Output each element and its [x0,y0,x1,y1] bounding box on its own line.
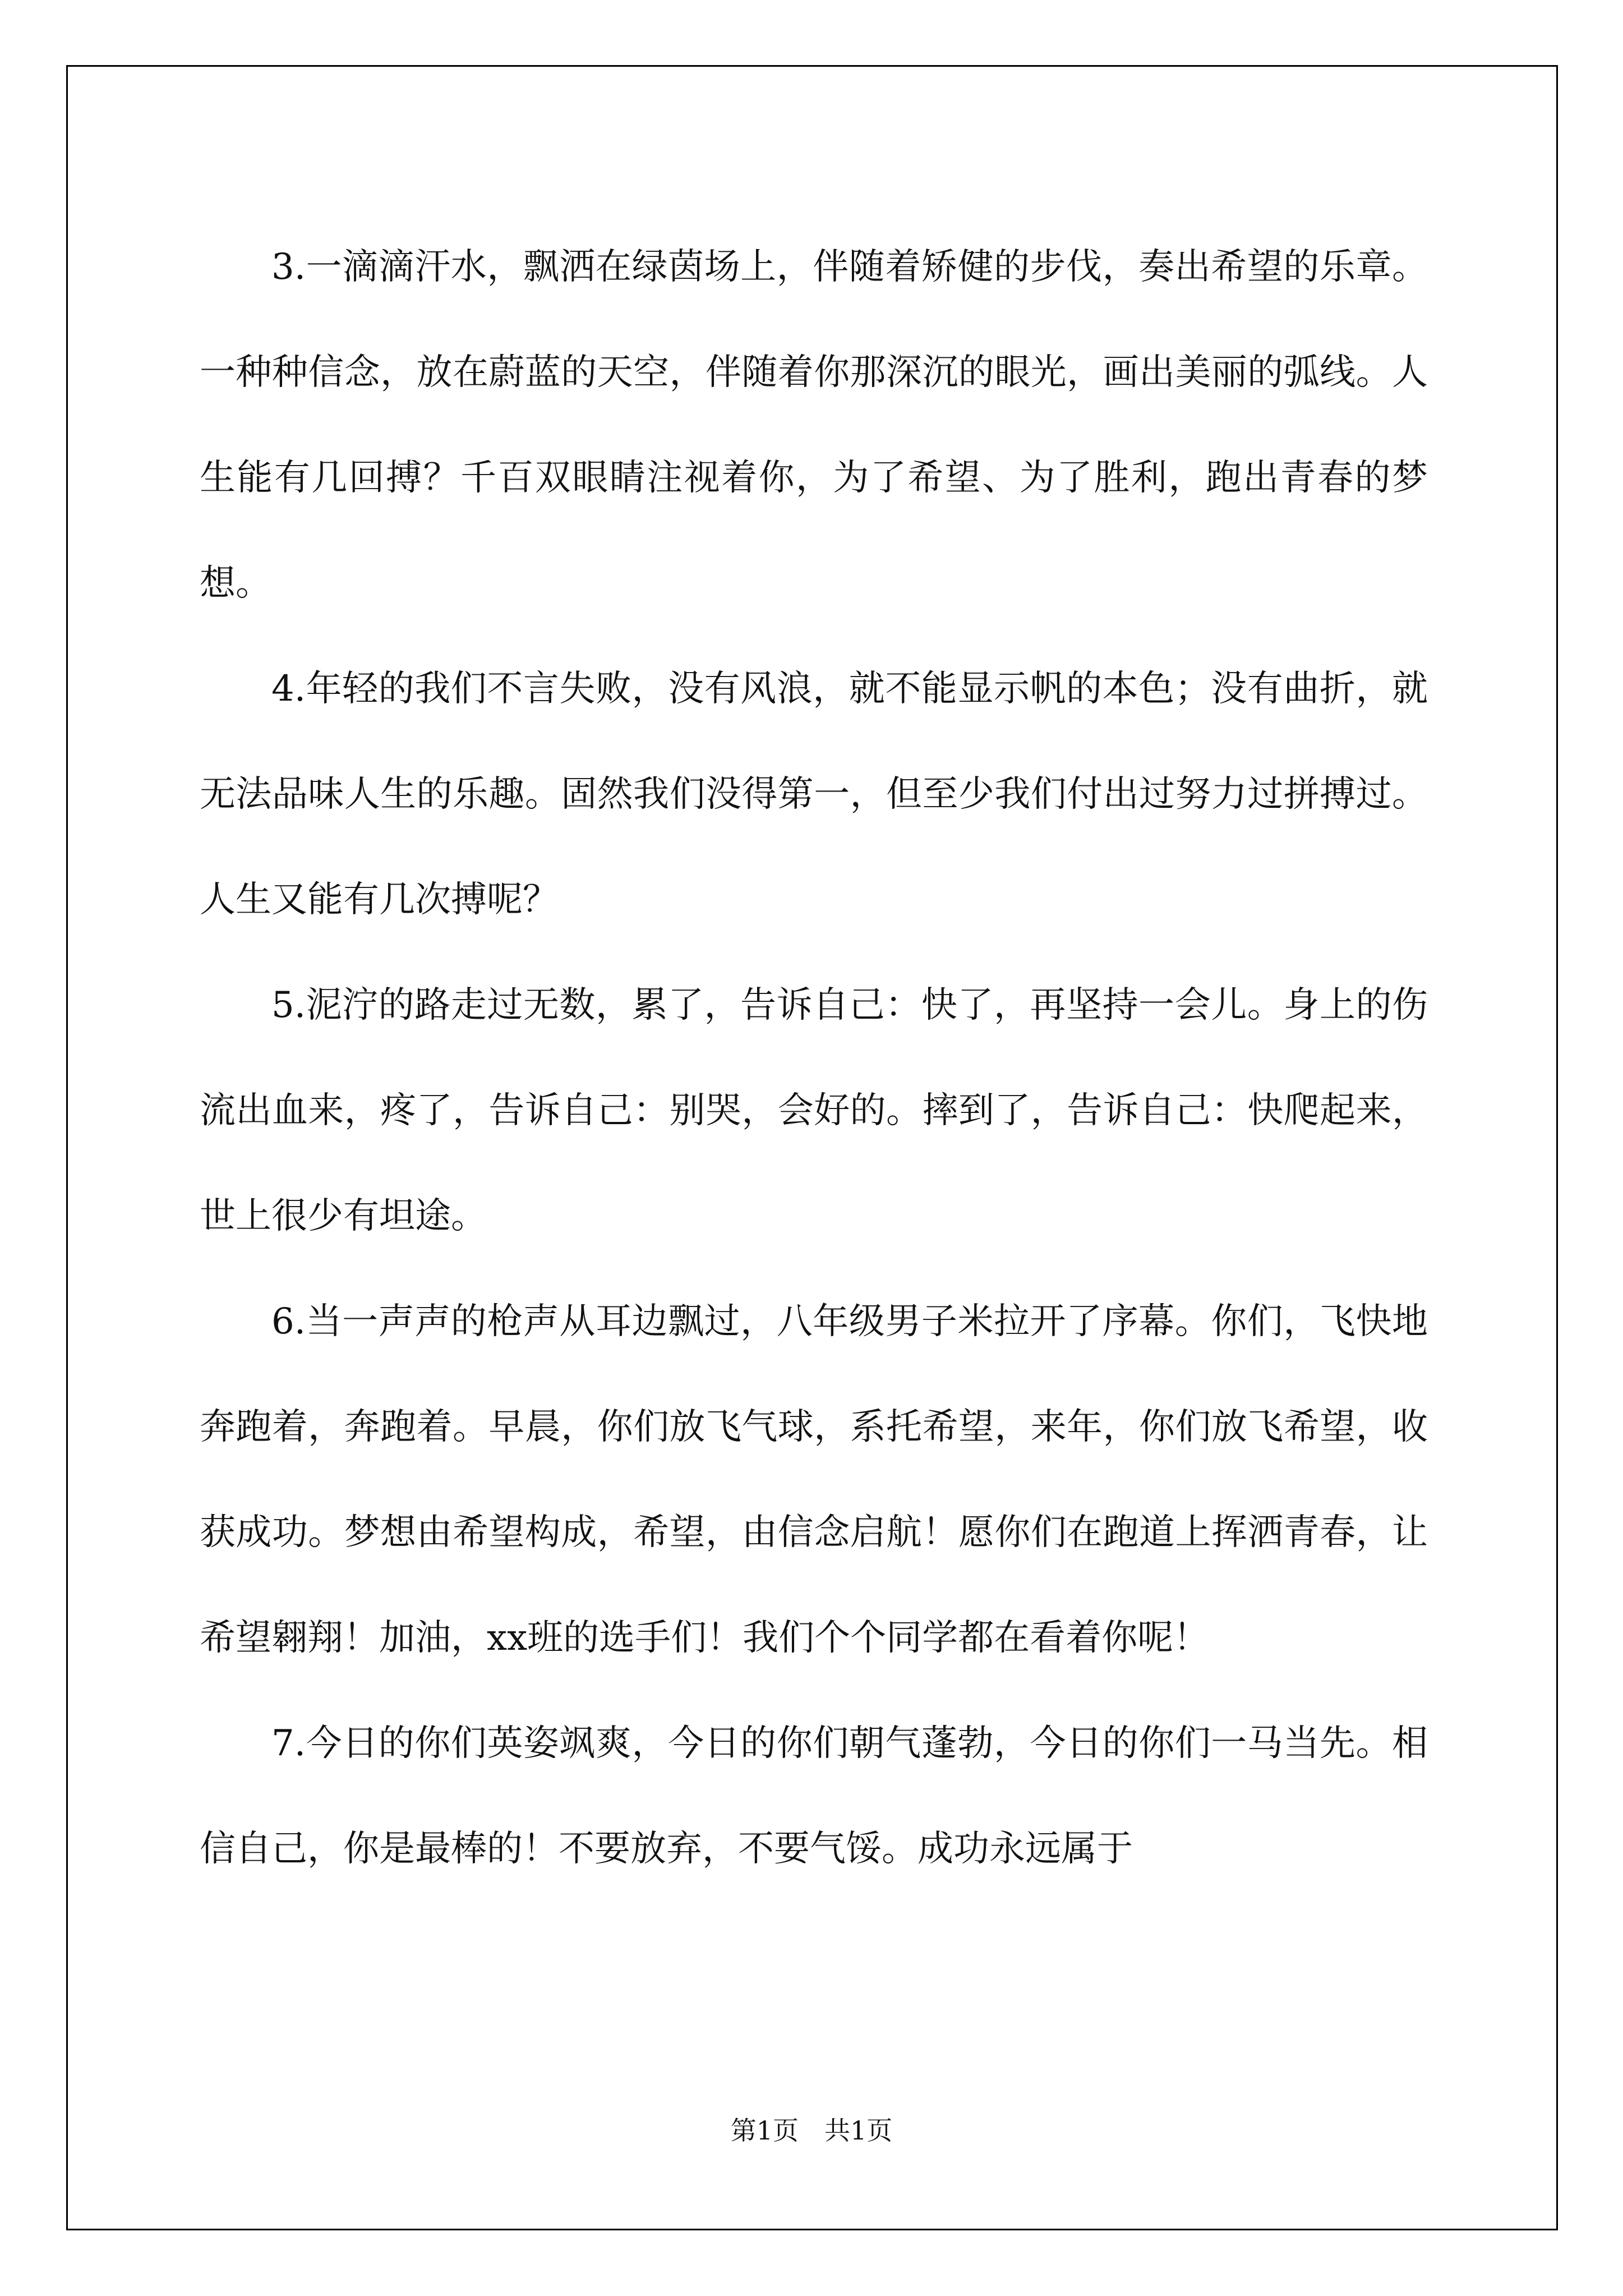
paragraph-5: 5.泥泞的路走过无数，累了，告诉自己：快了，再坚持一会儿。身上的伤流出血来，疼了，告诉自己：别哭，会好的。摔到了，告诉自己：快爬起来，世上很少有坦途。 [200,984,1428,1237]
paragraph-3: 3.一滴滴汗水，飘洒在绿茵场上，伴随着矫健的步伐，奏出希望的乐章。一种种信念，放在蔚蓝的天空，伴随着你那深沉的眼光，画出美丽的弧线。人生能有几回搏？千百双眼睛注视着你，为了希望、为了胜利，跑出青春的梦想。 [200,246,1428,604]
page-number-footer: 第1页 共1页 [730,2115,893,2146]
paragraph-4: 4.年轻的我们不言失败，没有风浪，就不能显示帆的本色；没有曲折，就无法品味人生的乐趣。固然我们没得第一，但至少我们付出过努力过拼搏过。人生又能有几次搏呢？ [200,668,1428,921]
paragraph-7: 7.今日的你们英姿飒爽，今日的你们朝气蓬勃，今日的你们一马当先。相信自己，你是最棒的！不要放弃，不要气馁。成功永远属于 [200,1723,1428,1870]
document-body [200,214,1428,1902]
paragraph-6: 6.当一声声的枪声从耳边飘过，八年级男子米拉开了序幕。你们，飞快地奔跑着，奔跑着。早晨，你们放飞气球，系托希望，来年，你们放飞希望，收获成功。梦想由希望构成，希望，由信念启航！愿你们在跑道上挥洒青春，让希望翱翔！加油，xx班的选手们！我们个个同学都在看着你呢！ [200,1301,1428,1659]
